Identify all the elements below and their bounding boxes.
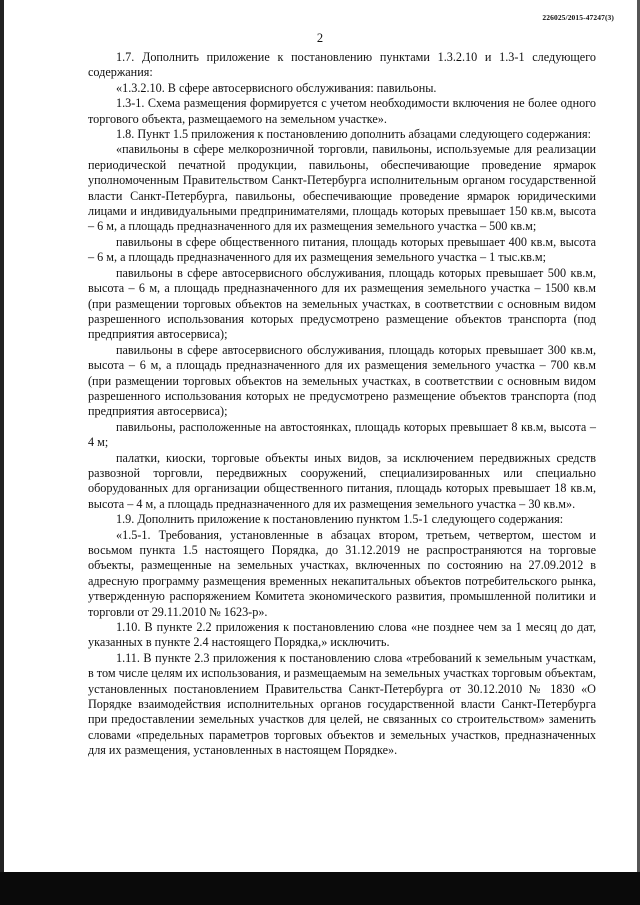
scan-bottom-edge: [0, 872, 640, 905]
paragraph-pavilions-parking: павильоны, расположенные на автостоянках, площадь которых превышает 8 кв.м, высота – 4 м;: [88, 419, 596, 450]
paragraph-1-7: 1.7. Дополнить приложение к постановлению пунктами 1.3.2.10 и 1.3-1 следующего содержания:: [88, 50, 596, 80]
paragraph-pavilions-retail: «павильоны в сфере мелкорозничной торговли, павильоны, используемые для реализации периодической печатной продукции, павильоны, обеспечивающие проведение ярмарок уполномоченным Правительством Санкт-Петербурга исполнительным органом государственной власти Санкт-Петербурга, павильоны, обеспечивающие проведение ярмарок юридическими лицами и индивидуальными предпринимателями, площадь которых превышает 150 кв.м, высота – 6 м, а площадь предназначенного для их размещения земельного участка – 500 кв.м;: [88, 142, 596, 234]
paragraph-pavilions-catering: павильоны в сфере общественного питания, площадь которых превышает 400 кв.м, высота – 6 м, а площадь предназначенного для их размещения земельного участка – 1 тыс.кв.м;: [88, 234, 596, 265]
paragraph-pavilions-autoservice-500: павильоны в сфере автосервисного обслуживания, площадь которых превышает 500 кв.м, высота – 6 м, а площадь предназначенного для их размещения земельного участка – 1500 кв.м (при размещении торговых объектов на земельных участках, в соответствии с основным видом разрешенного использования которых предусмотрено размещение объектов транспорта (под предприятия автосервиса);: [88, 265, 596, 342]
scan-left-edge: [0, 0, 4, 905]
document-body: [88, 50, 596, 759]
paragraph-1-3-1: 1.3-1. Схема размещения формируется с учетом необходимости включения не более одного торгового объекта, размещаемого на земельном участке».: [88, 96, 596, 126]
document-id: 226025/2015-47247(3): [542, 13, 614, 22]
paragraph-1-5-1: «1.5-1. Требования, установленные в абзацах втором, третьем, четвертом, шестом и восьмом пункта 1.5 настоящего Порядка, до 31.12.2019 не распространяются на торговые объекты, размещенные на земельных участках, включенных по состоянию на 27.09.2012 в адресную программу размещения временных некапитальных объектов потребительского рынка, утвержденную распоряжением Комитета экономического развития, промышленной политики и торговли от 29.11.2010 № 1623-р».: [88, 527, 596, 619]
paragraph-1-8: 1.8. Пункт 1.5 приложения к постановлению дополнить абзацами следующего содержания:: [116, 127, 591, 142]
page-number: 2: [316, 31, 324, 45]
paragraph-tents-kiosks: палатки, киоски, торговые объекты иных видов, за исключением передвижных средств развозной торговли, передвижных сооружений, специализированных или специально оборудованных для организации общественного питания, площадь которых превышает 18 кв.м, высота – 4 м, а площадь предназначенного для их размещения земельного участка – 30 кв.м».: [88, 450, 596, 511]
paragraph-1-9: 1.9. Дополнить приложение к постановлению пунктом 1.5-1 следующего содержания:: [116, 512, 564, 527]
paragraph-pavilions-autoservice-300: павильоны в сфере автосервисного обслуживания, площадь которых превышает 300 кв.м, высота – 6 м, а площадь предназначенного для их размещения земельного участка – 700 кв.м (при размещении торговых объектов на земельных участках, в соответствии с основным видом разрешенного использования которых не предусмотрено размещение объектов транспорта (под предприятия автосервиса);: [88, 342, 596, 419]
paragraph-1-11: 1.11. В пункте 2.3 приложения к постановлению слова «требований к земельным участкам, в том числе целям их использования, и размещаемым на земельных участках торговым объектам, установленных постановлением Правительства Санкт-Петербурга от 30.12.2010 № 1830 «О Порядке взаимодействия исполнительных органов государственной власти Санкт-Петербурга при предоставлении земельных участков для целей, не связанных со строительством» заменить словами «предельных параметров торговых объектов и земельных участков, предназначенных для их размещения, установленных в настоящем Порядке».: [88, 650, 596, 758]
paragraph-1-10: 1.10. В пункте 2.2 приложения к постановлению слова «не позднее чем за 1 месяц до дат, указанных в пункте 2.4 настоящего Порядка,» исключить.: [88, 620, 596, 650]
paragraph-1-3-2-10: «1.3.2.10. В сфере автосервисного обслуживания: павильоны.: [116, 80, 437, 95]
